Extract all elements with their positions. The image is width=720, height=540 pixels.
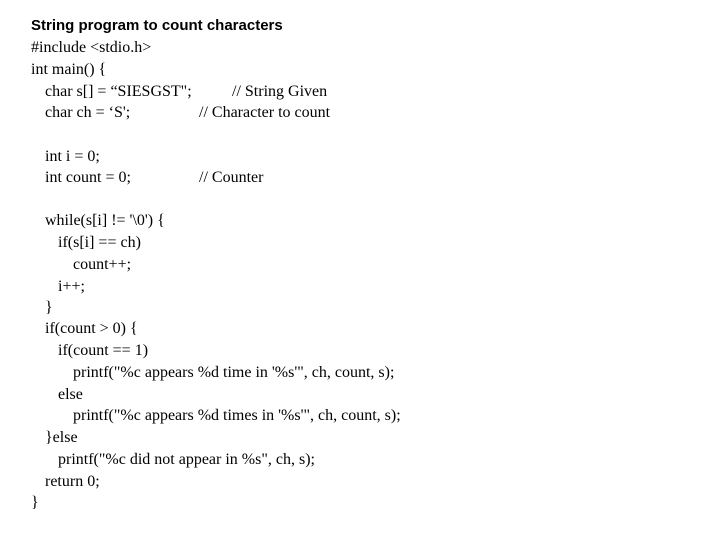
code-line-printf-times: printf("%c appears %d times in '%s'", ch, count, s);: [73, 407, 401, 424]
code-line-include: #include <stdio.h>: [31, 39, 152, 56]
code-line-printf-not: printf("%c did not appear in %s", ch, s);: [58, 451, 315, 468]
code-line-else-outer: }else: [45, 429, 78, 446]
code-line-while-open: while(s[i] != '\0') {: [45, 212, 165, 229]
code-comment-s: // String Given: [232, 83, 328, 100]
code-line-return: return 0;: [45, 473, 100, 490]
code-line-if-match: if(s[i] == ch): [58, 234, 141, 251]
code-line-else-inner: else: [58, 386, 83, 403]
code-line-decl-count: int count = 0;: [45, 169, 131, 186]
code-line-decl-s: char s[] = “SIESGST";: [45, 83, 192, 100]
code-line-count-inc: count++;: [73, 256, 132, 273]
code-line-i-inc: i++;: [58, 278, 85, 295]
code-comment-count: // Counter: [199, 169, 264, 186]
code-line-if-count-open: if(count > 0) {: [45, 320, 138, 337]
code-line-while-close: }: [45, 299, 53, 316]
code-comment-ch: // Character to count: [199, 104, 331, 121]
code-line-main-open: int main() {: [31, 61, 107, 78]
code-line-main-close: }: [31, 494, 39, 511]
code-line-decl-i: int i = 0;: [45, 148, 100, 165]
code-line-if-count-one: if(count == 1): [58, 342, 149, 359]
slide-title: String program to count characters: [31, 17, 283, 34]
code-line-printf-time: printf("%c appears %d time in '%s'", ch, count, s);: [73, 364, 395, 381]
code-line-decl-ch: char ch = ‘S';: [45, 104, 131, 121]
